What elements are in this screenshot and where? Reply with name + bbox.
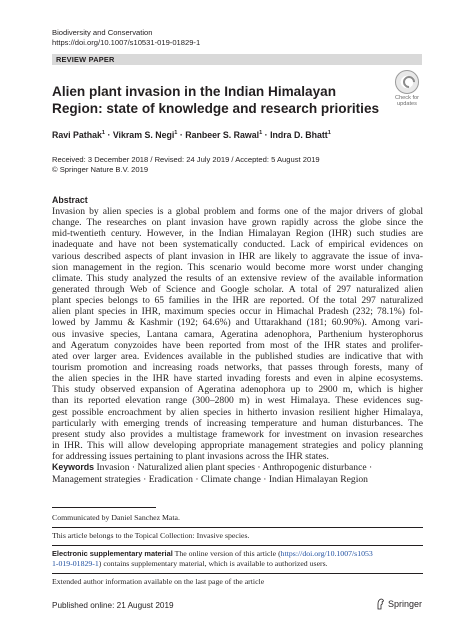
abstract-line: This study observed expansion of Ageratina adenophora up to 2900 m, which is higher bbox=[52, 384, 423, 396]
esm-doi-link[interactable]: https://doi.org/10.1007/s1053 bbox=[280, 549, 373, 558]
abstract-line: sion management in the region. This scenario would become more worst under changing bbox=[52, 261, 423, 273]
abstract-line: alien plant species in IHR, maximum species occur in Himachal Pradesh (232; 78.1%) fol- bbox=[52, 306, 423, 318]
abstract-line: particularly with emerging trends of increasing temperature and human disturbances. The bbox=[52, 417, 423, 429]
abstract-line: the alien species in the IHR have started invading forests and even in alpine ecosystems. bbox=[52, 373, 423, 385]
abstract-body bbox=[52, 206, 423, 462]
author-name[interactable]: Ravi Pathak bbox=[52, 129, 102, 140]
abstract-line: ated over larger area. Evidences available in the published studies are indicative that with bbox=[52, 350, 423, 362]
author-name[interactable]: Indra D. Bhatt bbox=[270, 129, 328, 140]
history-dates: Received: 3 December 2018 / Revised: 24 July 2019 / Accepted: 5 August 2019 bbox=[52, 155, 320, 164]
esm-doi-link-continued[interactable]: 1-019-01829-1 bbox=[52, 558, 99, 568]
collection-note: This article belongs to the Topical Collection: Invasive species. bbox=[52, 531, 250, 540]
footnote-separator bbox=[52, 545, 423, 546]
affiliation-marker: 1 bbox=[327, 130, 331, 136]
author-separator: · bbox=[264, 129, 268, 140]
abstract-line: climate. This study analyzed the results of an extensive review of the available information bbox=[52, 272, 423, 284]
footnote-separator bbox=[52, 573, 423, 574]
abstract-line: Invasion by alien species is a global problem and forms one of the major drivers of global bbox=[52, 206, 423, 217]
published-date: Published online: 21 August 2019 bbox=[52, 601, 174, 610]
keywords-block bbox=[52, 462, 423, 485]
publisher-name: Springer bbox=[388, 599, 423, 609]
footnote-separator bbox=[52, 527, 423, 528]
keywords-label: Keywords bbox=[52, 462, 95, 472]
publisher-logo bbox=[376, 598, 422, 610]
abstract-line: gest possible encroachment by alien species in hitherto invasion resilient higher Himalaya, bbox=[52, 406, 423, 418]
section-label: REVIEW PAPER bbox=[56, 55, 115, 64]
author-name[interactable]: Vikram S. Negi bbox=[112, 129, 175, 140]
article-title: Alien plant invasion in the Indian Himalayan Region: state of knowledge and research priorities bbox=[52, 84, 380, 116]
communicated-note: Communicated by Daniel Sanchez Mata. bbox=[52, 513, 180, 522]
article-dates bbox=[52, 155, 320, 175]
affiliation-marker: 1 bbox=[259, 130, 263, 136]
abstract-line: various described aspects of plant invasion in IHR are likely to aggravate the issue of inva- bbox=[52, 250, 423, 262]
copyright-line: © Springer Nature B.V. 2019 bbox=[52, 165, 149, 174]
abstract-line: and Ageratum conyzoides have been reported from most of the IHR states and prolifer- bbox=[52, 339, 423, 351]
abstract-line: for addressing issues pertaining to plant invasions across the IHR states. bbox=[52, 451, 329, 463]
keywords-line: Management strategies · Eradication · Climate change · Indian Himalayan Region bbox=[52, 473, 368, 485]
abstract-line: in IHR. This will allow developing appropriate management strategies and policy planning bbox=[52, 439, 423, 451]
abstract-line: than its reported elevation range (300–2800 m) in west Himalaya. These evidences sug- bbox=[52, 395, 423, 407]
refresh-icon bbox=[395, 70, 419, 94]
keywords-line: Invasion · Naturalized alien plant species · Anthropogenic disturbance · bbox=[96, 462, 373, 473]
affiliation-marker: 1 bbox=[101, 130, 105, 136]
abstract-line: inadequate and have not been systematically conducted. Lack of empirical evidences on bbox=[52, 239, 423, 251]
abstract-line: present study also provides a multistage framework for investment on invasion researches bbox=[52, 428, 423, 440]
esm-note: Electronic supplementary material The online version of this article (https://doi.org/10.1007/s1053 1-019-01829-1) contains supplementary material, which is available to authorized users. bbox=[52, 549, 373, 568]
abstract-line: ous invasive species, Lantana camara, Ageratina adenophora, Parthenium hysterophorus bbox=[52, 328, 423, 340]
badge-text: Check for updates bbox=[395, 95, 419, 108]
check-for-updates-badge[interactable] bbox=[390, 70, 424, 110]
abstract-line: change. The researches on plant invasion have grown rapidly across the globe since the bbox=[52, 217, 423, 229]
esm-label: Electronic supplementary material bbox=[52, 549, 173, 558]
extended-author-note: Extended author information available on the last page of the article bbox=[52, 577, 265, 586]
author-list bbox=[52, 128, 331, 141]
affiliation-marker: 1 bbox=[174, 130, 178, 136]
author-separator: · bbox=[107, 129, 111, 140]
abstract-line: tourism promotion and increasing roads networks, that passes through forests, many of bbox=[52, 361, 423, 373]
abstract-heading: Abstract bbox=[52, 195, 88, 205]
abstract-line: plant species belongs to 65 families in the IHR are reported. Of the total 297 naturalized bbox=[52, 295, 423, 307]
section-label-bar bbox=[52, 54, 422, 65]
author-name[interactable]: Ranbeer S. Rawal bbox=[185, 129, 260, 140]
journal-name: Biodiversity and Conservation bbox=[52, 28, 153, 37]
journal-doi[interactable]: https://doi.org/10.1007/s10531-019-01829-1 bbox=[52, 38, 201, 47]
journal-header bbox=[52, 28, 200, 48]
abstract-line: generated through Web of Science and Google scholar. A total of 297 naturalized alien bbox=[52, 283, 423, 295]
footnote-divider bbox=[52, 507, 156, 508]
abstract-line: mid-twentieth century. However, in the Indian Himalayan Region (IHR) such studies are bbox=[52, 228, 423, 240]
abstract-line: lowed by Jammu & Kashmir (192; 64.6%) and Uttarakhand (181; 60.90%). Among vari- bbox=[52, 317, 423, 329]
author-separator: · bbox=[179, 129, 183, 140]
springer-horse-icon bbox=[376, 598, 385, 610]
